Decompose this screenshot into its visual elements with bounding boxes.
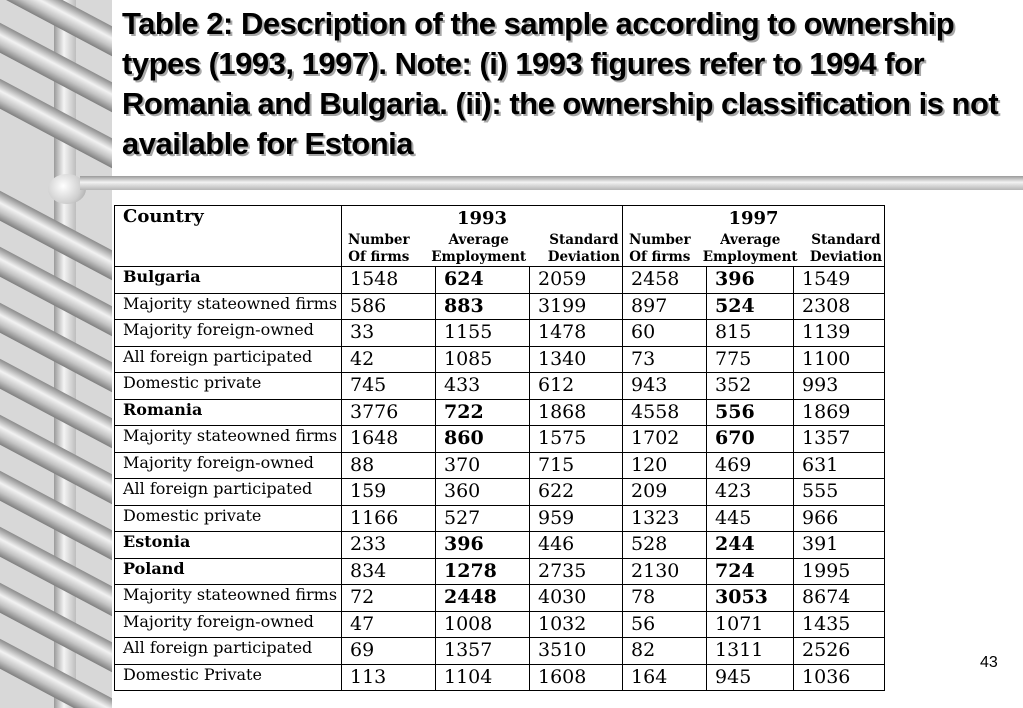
country-name-cell: Poland xyxy=(115,558,342,585)
table-row xyxy=(115,585,885,612)
value-cell: 159 xyxy=(342,479,436,506)
value-cell: 883 xyxy=(436,293,530,320)
subheader-average-employment: Average Employment xyxy=(702,232,798,265)
value-cell: 1340 xyxy=(530,346,623,373)
table-row xyxy=(115,532,885,559)
value-cell: 1155 xyxy=(436,320,530,347)
value-cell: 56 xyxy=(623,611,707,638)
table-row xyxy=(115,426,885,453)
value-cell: 3053 xyxy=(707,585,794,612)
value-cell: 1995 xyxy=(794,558,885,585)
value-cell: 360 xyxy=(436,479,530,506)
country-name-cell: Estonia xyxy=(115,532,342,559)
table-row xyxy=(115,638,885,665)
value-cell: 120 xyxy=(623,452,707,479)
year-header-1993: 1993 xyxy=(342,206,623,231)
slide-title: Table 2: Description of the sample according to ownership types (1993, 1997). Note: (i) 1993 figures refer to 1994 for Romania and Bulgaria. (ii): the ownership classification is not available for Estonia xyxy=(122,6,999,161)
value-cell: 724 xyxy=(707,558,794,585)
value-cell: 556 xyxy=(707,399,794,426)
ownership-type-cell: Majority stateowned firms xyxy=(115,426,342,453)
value-cell: 433 xyxy=(436,373,530,400)
value-cell: 1549 xyxy=(794,267,885,294)
value-cell: 631 xyxy=(794,452,885,479)
table-row xyxy=(115,505,885,532)
value-cell: 1008 xyxy=(436,611,530,638)
ownership-type-cell: Majority foreign-owned xyxy=(115,452,342,479)
table-row xyxy=(115,558,885,585)
value-cell: 834 xyxy=(342,558,436,585)
value-cell: 33 xyxy=(342,320,436,347)
value-cell: 1139 xyxy=(794,320,885,347)
subheader-average-employment: Average Employment xyxy=(431,232,527,265)
value-cell: 1548 xyxy=(342,267,436,294)
table-row xyxy=(115,452,885,479)
value-cell: 1032 xyxy=(530,611,623,638)
value-cell: 445 xyxy=(707,505,794,532)
value-cell: 775 xyxy=(707,346,794,373)
value-cell: 624 xyxy=(436,267,530,294)
value-cell: 3776 xyxy=(342,399,436,426)
value-cell: 670 xyxy=(707,426,794,453)
subheader-group-1997 xyxy=(623,230,885,267)
subheader-group-1993 xyxy=(342,230,623,267)
value-cell: 423 xyxy=(707,479,794,506)
value-cell: 1608 xyxy=(530,664,623,691)
value-cell: 370 xyxy=(436,452,530,479)
value-cell: 527 xyxy=(436,505,530,532)
value-cell: 396 xyxy=(436,532,530,559)
value-cell: 1085 xyxy=(436,346,530,373)
value-cell: 2059 xyxy=(530,267,623,294)
value-cell: 715 xyxy=(530,452,623,479)
value-cell: 2308 xyxy=(794,293,885,320)
value-cell: 1648 xyxy=(342,426,436,453)
value-cell: 3510 xyxy=(530,638,623,665)
value-cell: 993 xyxy=(794,373,885,400)
value-cell: 78 xyxy=(623,585,707,612)
country-header: Country xyxy=(115,206,342,267)
table-row xyxy=(115,320,885,347)
value-cell: 1869 xyxy=(794,399,885,426)
value-cell: 1435 xyxy=(794,611,885,638)
value-cell: 42 xyxy=(342,346,436,373)
title-divider xyxy=(80,176,1023,190)
value-cell: 1036 xyxy=(794,664,885,691)
value-cell: 3199 xyxy=(530,293,623,320)
ownership-type-cell: Domestic private xyxy=(115,373,342,400)
table-row xyxy=(115,479,885,506)
value-cell: 1311 xyxy=(707,638,794,665)
value-cell: 244 xyxy=(707,532,794,559)
value-cell: 1868 xyxy=(530,399,623,426)
subheader-standard-deviation: Standard Deviation xyxy=(809,232,883,265)
page-number: 43 xyxy=(980,654,998,671)
value-cell: 860 xyxy=(436,426,530,453)
value-cell: 943 xyxy=(623,373,707,400)
table-row xyxy=(115,267,885,294)
ownership-table xyxy=(114,205,885,691)
value-cell: 60 xyxy=(623,320,707,347)
value-cell: 555 xyxy=(794,479,885,506)
value-cell: 966 xyxy=(794,505,885,532)
ownership-type-cell: Majority stateowned firms xyxy=(115,293,342,320)
table-row xyxy=(115,399,885,426)
value-cell: 164 xyxy=(623,664,707,691)
country-name-cell: Bulgaria xyxy=(115,267,342,294)
subheader-number-of-firms: Number Of firms xyxy=(629,232,691,265)
ownership-type-cell: Majority foreign-owned xyxy=(115,611,342,638)
value-cell: 897 xyxy=(623,293,707,320)
value-cell: 1100 xyxy=(794,346,885,373)
value-cell: 47 xyxy=(342,611,436,638)
value-cell: 2448 xyxy=(436,585,530,612)
value-cell: 1357 xyxy=(436,638,530,665)
value-cell: 1278 xyxy=(436,558,530,585)
value-cell: 622 xyxy=(530,479,623,506)
country-name-cell: Romania xyxy=(115,399,342,426)
value-cell: 1104 xyxy=(436,664,530,691)
table-row xyxy=(115,346,885,373)
value-cell: 446 xyxy=(530,532,623,559)
value-cell: 209 xyxy=(623,479,707,506)
value-cell: 1323 xyxy=(623,505,707,532)
value-cell: 1166 xyxy=(342,505,436,532)
ownership-type-cell: Majority foreign-owned xyxy=(115,320,342,347)
value-cell: 2458 xyxy=(623,267,707,294)
table-row xyxy=(115,373,885,400)
value-cell: 396 xyxy=(707,267,794,294)
value-cell: 524 xyxy=(707,293,794,320)
value-cell: 233 xyxy=(342,532,436,559)
value-cell: 1071 xyxy=(707,611,794,638)
value-cell: 745 xyxy=(342,373,436,400)
value-cell: 528 xyxy=(623,532,707,559)
ownership-type-cell: All foreign participated xyxy=(115,479,342,506)
value-cell: 8674 xyxy=(794,585,885,612)
value-cell: 722 xyxy=(436,399,530,426)
value-cell: 1357 xyxy=(794,426,885,453)
year-header-1997: 1997 xyxy=(623,206,885,231)
value-cell: 945 xyxy=(707,664,794,691)
ownership-type-cell: Domestic private xyxy=(115,505,342,532)
table-row xyxy=(115,664,885,691)
ownership-type-cell: Domestic Private xyxy=(115,664,342,691)
ownership-type-cell: All foreign participated xyxy=(115,638,342,665)
value-cell: 586 xyxy=(342,293,436,320)
value-cell: 113 xyxy=(342,664,436,691)
value-cell: 469 xyxy=(707,452,794,479)
value-cell: 1478 xyxy=(530,320,623,347)
ownership-type-cell: Majority stateowned firms xyxy=(115,585,342,612)
value-cell: 4030 xyxy=(530,585,623,612)
value-cell: 391 xyxy=(794,532,885,559)
table-row xyxy=(115,611,885,638)
value-cell: 352 xyxy=(707,373,794,400)
ownership-type-cell: All foreign participated xyxy=(115,346,342,373)
value-cell: 815 xyxy=(707,320,794,347)
value-cell: 1702 xyxy=(623,426,707,453)
value-cell: 1575 xyxy=(530,426,623,453)
value-cell: 69 xyxy=(342,638,436,665)
value-cell: 612 xyxy=(530,373,623,400)
value-cell: 73 xyxy=(623,346,707,373)
value-cell: 2526 xyxy=(794,638,885,665)
value-cell: 2735 xyxy=(530,558,623,585)
subheader-number-of-firms: Number Of firms xyxy=(348,232,410,265)
value-cell: 959 xyxy=(530,505,623,532)
binder-decoration xyxy=(0,0,112,708)
value-cell: 2130 xyxy=(623,558,707,585)
table-row xyxy=(115,293,885,320)
value-cell: 4558 xyxy=(623,399,707,426)
value-cell: 88 xyxy=(342,452,436,479)
value-cell: 72 xyxy=(342,585,436,612)
value-cell: 82 xyxy=(623,638,707,665)
subheader-standard-deviation: Standard Deviation xyxy=(547,232,620,265)
